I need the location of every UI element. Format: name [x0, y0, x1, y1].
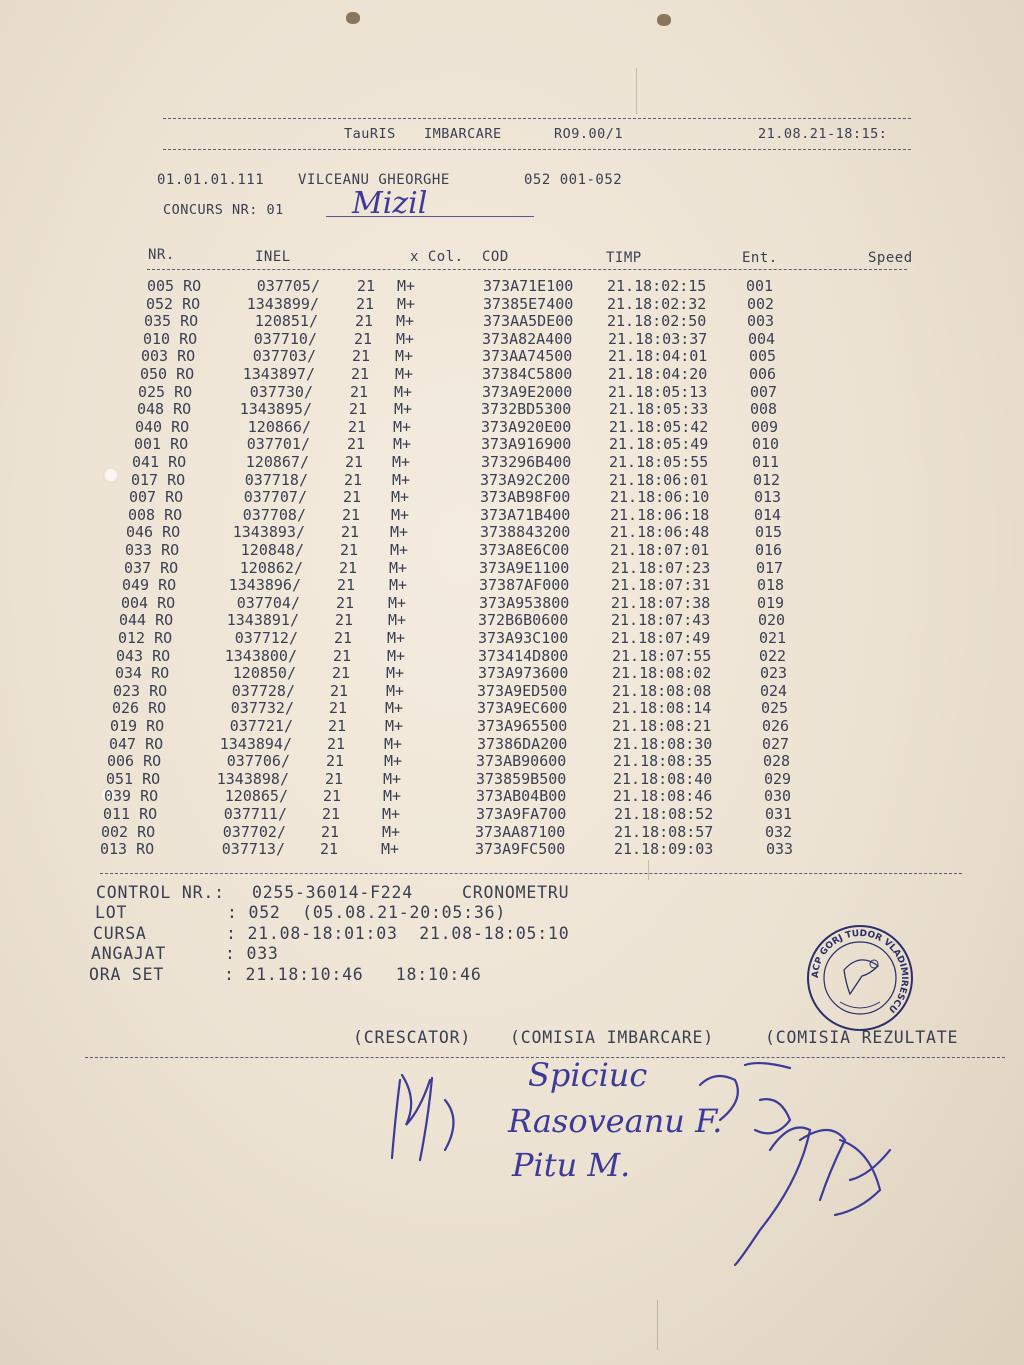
cell-timp: 21.18:05:13: [608, 382, 708, 401]
sig-label-crescator: (CRESCATOR): [353, 1028, 472, 1047]
cell-year: 21: [336, 593, 355, 612]
cell-timp: 21.18:06:18: [610, 505, 710, 524]
cell-col: M+: [393, 417, 412, 436]
angajat-label: ANGAJAT: [91, 944, 167, 963]
ora-set-label: ORA SET: [89, 965, 165, 984]
cell-inel: 1343800/: [224, 646, 297, 665]
cell-col: M+: [388, 611, 407, 630]
cell-timp: 21.18:08:21: [612, 717, 712, 735]
cell-cod: 373A71E100: [483, 277, 574, 295]
cell-year: 21: [348, 417, 367, 436]
cell-cod: 373296B400: [481, 453, 572, 471]
cell-inel: 120848/: [240, 541, 304, 559]
cell-cod: 373A9E1100: [479, 558, 570, 577]
signature-comisia-2: [735, 1128, 890, 1266]
cell-ent: 002: [747, 294, 775, 313]
cell-col: M+: [384, 752, 403, 771]
cell-cod: 373AA87100: [475, 822, 566, 841]
cell-cod: 373A953800: [479, 593, 570, 612]
cell-cod: 373A916900: [481, 435, 572, 454]
cell-inel: 1343896/: [228, 576, 301, 595]
cell-timp: 21.18:05:49: [609, 435, 709, 454]
cell-ent: 022: [759, 646, 787, 665]
cell-timp: 21.18:08:57: [614, 822, 714, 841]
col-header-ent: Ent.: [742, 250, 778, 266]
cell-year: 21: [344, 470, 363, 489]
cell-year: 21: [357, 277, 376, 295]
cell-col: M+: [392, 470, 411, 489]
cell-nr: 035 RO: [144, 312, 199, 331]
cell-timp: 21.18:07:23: [611, 558, 711, 577]
cell-col: M+: [391, 505, 410, 524]
cell-timp: 21.18:04:01: [608, 347, 708, 366]
handwritten-name-2: Rasoveanu F.: [508, 1102, 723, 1140]
cell-timp: 21.18:07:01: [610, 541, 710, 559]
cell-nr: 025 RO: [138, 382, 193, 401]
cell-inel: 037703/: [252, 347, 316, 366]
cell-timp: 21.18:07:49: [611, 629, 711, 647]
cell-ent: 011: [752, 453, 780, 471]
cell-cod: 373AB04B00: [476, 787, 567, 806]
cell-col: M+: [395, 365, 414, 383]
cell-nr: 041 RO: [132, 453, 187, 471]
cell-inel: 037732/: [230, 699, 294, 718]
cell-ent: 028: [763, 752, 791, 771]
cell-ent: 027: [762, 734, 790, 753]
cell-ent: 031: [765, 805, 793, 823]
cell-timp: 21.18:08:35: [613, 752, 713, 771]
cell-col: M+: [388, 593, 407, 612]
cell-timp: 21.18:08:02: [612, 664, 712, 683]
cell-ent: 030: [764, 787, 792, 806]
cell-year: 21: [334, 629, 353, 647]
cell-timp: 21.18:08:08: [612, 681, 712, 700]
cell-cod: 373414D800: [478, 646, 569, 665]
cell-nr: 048 RO: [137, 400, 192, 419]
cell-nr: 008 RO: [128, 505, 183, 524]
cell-timp: 21.18:03:37: [608, 329, 708, 348]
header-app: TauRIS: [344, 126, 396, 142]
cell-inel: 037705/: [256, 277, 320, 295]
cell-nr: 040 RO: [135, 417, 190, 436]
cell-timp: 21.18:08:30: [613, 734, 713, 753]
cell-year: 21: [337, 576, 356, 595]
cell-ent: 021: [759, 629, 787, 647]
cell-ent: 008: [750, 400, 778, 419]
cell-col: M+: [396, 312, 415, 331]
cell-col: M+: [394, 382, 413, 401]
cell-ent: 005: [749, 347, 777, 366]
cursa-label: CURSA: [93, 924, 147, 943]
cell-timp: 21.18:08:46: [613, 787, 713, 806]
cell-inel: 037702/: [222, 822, 286, 841]
signature-comisia-1: [700, 1063, 790, 1133]
cell-nr: 005 RO: [147, 277, 202, 295]
cell-cod: 373A9FC500: [475, 840, 566, 859]
cell-cod: 373A965500: [477, 717, 568, 735]
cell-nr: 037 RO: [124, 558, 179, 577]
cell-nr: 052 RO: [146, 294, 201, 313]
cell-inel: 037708/: [242, 505, 306, 524]
cell-cod: 373A9FA700: [476, 805, 567, 823]
cell-nr: 007 RO: [129, 488, 184, 507]
cell-col: M+: [392, 453, 411, 471]
cell-timp: 21.18:04:20: [608, 365, 708, 383]
cell-cod: 37384C5800: [482, 365, 573, 383]
cronometru-label: CRONOMETRU: [462, 883, 570, 902]
cell-timp: 21.18:07:55: [612, 646, 712, 665]
cell-year: 21: [355, 312, 374, 331]
cell-ent: 001: [746, 277, 774, 295]
cell-col: M+: [397, 277, 416, 295]
cell-year: 21: [333, 646, 352, 665]
cell-cod: 3738843200: [480, 523, 571, 542]
col-header-inel: INEL: [255, 249, 291, 265]
cell-inel: 037711/: [223, 805, 287, 823]
cell-cod: 37385E7400: [483, 294, 574, 313]
cell-cod: 373A9E2000: [482, 382, 573, 401]
cell-ent: 019: [757, 593, 785, 612]
cell-year: 21: [327, 734, 346, 753]
cell-col: M+: [387, 629, 406, 647]
owner-code: 01.01.01.111: [157, 172, 265, 188]
col-header-cod: COD: [482, 249, 509, 265]
cell-col: M+: [397, 294, 416, 313]
cell-ent: 018: [757, 576, 785, 595]
cell-year: 21: [330, 681, 349, 700]
cell-ent: 016: [755, 541, 783, 559]
cell-year: 21: [347, 435, 366, 454]
cell-inel: 037701/: [246, 435, 310, 454]
cell-inel: 037712/: [234, 629, 298, 647]
cell-inel: 1343893/: [232, 523, 305, 542]
cell-ent: 032: [765, 822, 793, 841]
cell-timp: 21.18:08:52: [614, 805, 714, 823]
cell-col: M+: [391, 488, 410, 507]
cell-inel: 1343895/: [239, 400, 312, 419]
cell-year: 21: [335, 611, 354, 630]
cell-col: M+: [383, 787, 402, 806]
cell-inel: 1343891/: [226, 611, 299, 630]
cell-col: M+: [381, 840, 400, 859]
cell-cod: 373A8E6C00: [479, 541, 570, 559]
cell-cod: 373859B500: [476, 769, 567, 788]
cell-ent: 015: [755, 523, 783, 542]
owner-range: 052 001-052: [524, 172, 623, 188]
cell-timp: 21.18:08:14: [612, 699, 712, 718]
cell-inel: 120851/: [254, 312, 318, 331]
cell-col: M+: [395, 347, 414, 366]
cell-nr: 046 RO: [126, 523, 181, 542]
cell-nr: 023 RO: [113, 681, 168, 700]
cell-col: M+: [390, 523, 409, 542]
control-label: CONTROL NR.:: [96, 883, 225, 902]
cell-cod: 373AB98F00: [480, 488, 571, 507]
header-version: RO9.00/1: [554, 126, 624, 142]
cell-ent: 026: [762, 717, 790, 735]
cell-nr: 017 RO: [131, 470, 186, 489]
cell-nr: 002 RO: [101, 822, 156, 841]
ora-set-value: : 21.18:10:46 18:10:46: [224, 965, 482, 984]
cell-year: 21: [328, 717, 347, 735]
signature-crescator: [392, 1075, 454, 1160]
cell-inel: 1343899/: [246, 294, 319, 313]
cell-col: M+: [385, 699, 404, 718]
contest-handwritten-name: Mizil: [352, 186, 428, 221]
cell-year: 21: [322, 805, 341, 823]
cell-timp: 21.18:07:43: [611, 611, 711, 630]
col-header-col: x Col.: [410, 249, 464, 265]
cell-nr: 043 RO: [116, 646, 171, 665]
col-header-nr: NR.: [148, 247, 175, 263]
cell-year: 21: [352, 347, 371, 366]
cell-year: 21: [349, 400, 368, 419]
cell-year: 21: [345, 453, 364, 471]
cell-year: 21: [354, 329, 373, 348]
cell-nr: 006 RO: [107, 752, 162, 771]
cell-inel: 037728/: [231, 681, 295, 700]
cell-year: 21: [321, 822, 340, 841]
cell-ent: 017: [756, 558, 784, 577]
cell-cod: 3732BD5300: [481, 400, 572, 419]
cell-timp: 21.18:02:50: [607, 312, 707, 331]
cell-nr: 011 RO: [103, 805, 158, 823]
cell-cod: 373AB90600: [476, 752, 567, 771]
cell-ent: 012: [753, 470, 781, 489]
cell-cod: 373A973600: [478, 664, 569, 683]
cell-col: M+: [389, 576, 408, 595]
cell-ent: 014: [754, 505, 782, 524]
cell-col: M+: [393, 435, 412, 454]
cell-nr: 012 RO: [118, 629, 173, 647]
cell-timp: 21.18:07:31: [611, 576, 711, 595]
cell-col: M+: [382, 822, 401, 841]
col-header-timp: TIMP: [606, 250, 642, 266]
cell-inel: 1343894/: [219, 734, 292, 753]
cell-ent: 009: [751, 417, 779, 436]
cell-ent: 020: [758, 611, 786, 630]
cell-col: M+: [385, 717, 404, 735]
cell-cod: 373A93C100: [478, 629, 569, 647]
cell-year: 21: [342, 505, 361, 524]
cell-timp: 21.18:08:40: [613, 769, 713, 788]
cell-timp: 21.18:05:42: [609, 417, 709, 436]
cell-year: 21: [329, 699, 348, 718]
cell-col: M+: [382, 805, 401, 823]
sig-label-comisia-imbarcare: (COMISIA IMBARCARE): [510, 1028, 714, 1047]
cell-nr: 004 RO: [121, 593, 176, 612]
owner-name: VILCEANU GHEORGHE: [298, 172, 450, 188]
cell-ent: 010: [752, 435, 780, 454]
cell-col: M+: [396, 329, 415, 348]
cell-cod: 373A71B400: [480, 505, 571, 524]
cell-col: M+: [390, 541, 409, 559]
cell-ent: 003: [747, 312, 775, 331]
cell-nr: 013 RO: [100, 840, 155, 859]
cell-inel: 120866/: [247, 417, 311, 436]
cell-nr: 039 RO: [104, 787, 159, 806]
cell-col: M+: [383, 769, 402, 788]
cell-nr: 003 RO: [141, 347, 196, 366]
control-value: 0255-36014-F224: [252, 883, 414, 902]
cell-cod: 37386DA200: [477, 734, 568, 753]
cell-ent: 029: [764, 769, 792, 788]
cell-ent: 024: [760, 681, 788, 700]
cell-year: 21: [325, 769, 344, 788]
cell-inel: 120850/: [232, 664, 296, 683]
cell-inel: 1343898/: [216, 769, 289, 788]
cell-timp: 21.18:02:15: [607, 277, 707, 295]
cell-inel: 037707/: [243, 488, 307, 507]
lot-value: : 052 (05.08.21-20:05:36): [227, 903, 507, 922]
cell-inel: 120867/: [245, 453, 309, 471]
cell-year: 21: [350, 382, 369, 401]
cell-year: 21: [332, 664, 351, 683]
cell-ent: 013: [754, 488, 782, 507]
cell-col: M+: [389, 558, 408, 577]
cell-inel: 120862/: [239, 558, 303, 577]
cell-nr: 049 RO: [122, 576, 177, 595]
cell-nr: 044 RO: [119, 611, 174, 630]
cell-inel: 037706/: [226, 752, 290, 771]
cell-cod: 373A9ED500: [477, 681, 568, 700]
angajat-value: : 033: [225, 944, 279, 963]
cell-inel: 037710/: [253, 329, 317, 348]
stamp-text: ACP GORJ TUDOR VLADIMIRESCU: [810, 928, 910, 1015]
cell-year: 21: [320, 840, 339, 859]
cell-cod: 373A82A400: [482, 329, 573, 348]
cell-cod: 373A92C200: [480, 470, 571, 489]
cell-timp: 21.18:05:55: [609, 453, 709, 471]
cell-timp: 21.18:09:03: [614, 840, 714, 859]
cell-col: M+: [386, 681, 405, 700]
cursa-value: : 21.08-18:01:03 21.08-18:05:10: [226, 924, 570, 943]
col-header-speed: Speed: [868, 250, 913, 266]
cell-nr: 026 RO: [112, 699, 167, 718]
cell-nr: 001 RO: [134, 435, 189, 454]
cell-ent: 004: [748, 329, 776, 348]
cell-ent: 007: [750, 382, 778, 401]
cell-inel: 037721/: [229, 717, 293, 735]
cell-col: M+: [386, 664, 405, 683]
cell-nr: 019 RO: [110, 717, 165, 735]
cell-year: 21: [339, 558, 358, 577]
cell-col: M+: [384, 734, 403, 753]
cell-inel: 037718/: [244, 470, 308, 489]
cell-ent: 033: [766, 840, 794, 859]
cell-cod: 373A920E00: [481, 417, 572, 436]
cell-year: 21: [326, 752, 345, 771]
cell-year: 21: [340, 541, 359, 559]
cell-nr: 051 RO: [106, 769, 161, 788]
cell-ent: 006: [749, 365, 777, 383]
cell-nr: 034 RO: [115, 664, 170, 683]
cell-timp: 21.18:06:10: [610, 488, 710, 507]
cell-col: M+: [387, 646, 406, 665]
handwritten-name-1: Spiciuc: [528, 1056, 648, 1094]
cell-timp: 21.18:05:33: [609, 400, 709, 419]
cell-cod: 373AA5DE00: [483, 312, 574, 331]
cell-cod: 37387AF000: [479, 576, 570, 595]
cell-col: M+: [394, 400, 413, 419]
cell-timp: 21.18:06:48: [610, 523, 710, 542]
cell-inel: 120865/: [224, 787, 288, 806]
sig-label-comisia-rezultate: (COMISIA REZULTATE: [765, 1028, 959, 1047]
cell-year: 21: [341, 523, 360, 542]
cell-year: 21: [323, 787, 342, 806]
cell-ent: 025: [761, 699, 789, 718]
cell-inel: 037704/: [236, 593, 300, 612]
cell-cod: 373AA74500: [482, 347, 573, 366]
cell-cod: 372B6B0600: [478, 611, 569, 630]
contest-label: CONCURS NR: 01: [163, 202, 284, 218]
cell-inel: 1343897/: [242, 365, 315, 383]
cell-inel: 037713/: [221, 840, 285, 859]
cell-timp: 21.18:02:32: [607, 294, 707, 313]
cell-timp: 21.18:07:38: [611, 593, 711, 612]
cell-nr: 047 RO: [109, 734, 164, 753]
cell-inel: 037730/: [249, 382, 313, 401]
handwritten-name-3: Pitu M.: [512, 1146, 631, 1184]
cell-year: 21: [356, 294, 375, 313]
cell-year: 21: [343, 488, 362, 507]
header-datetime: 21.08.21-18:15:: [758, 126, 888, 142]
cell-year: 21: [351, 365, 370, 383]
cell-nr: 050 RO: [140, 365, 195, 383]
cell-nr: 033 RO: [125, 541, 180, 559]
lot-label: LOT: [95, 903, 128, 922]
cell-timp: 21.18:06:01: [609, 470, 709, 489]
cell-ent: 023: [760, 664, 788, 683]
cell-nr: 010 RO: [143, 329, 198, 348]
cell-cod: 373A9EC600: [477, 699, 568, 718]
header-mode: IMBARCARE: [424, 126, 502, 142]
